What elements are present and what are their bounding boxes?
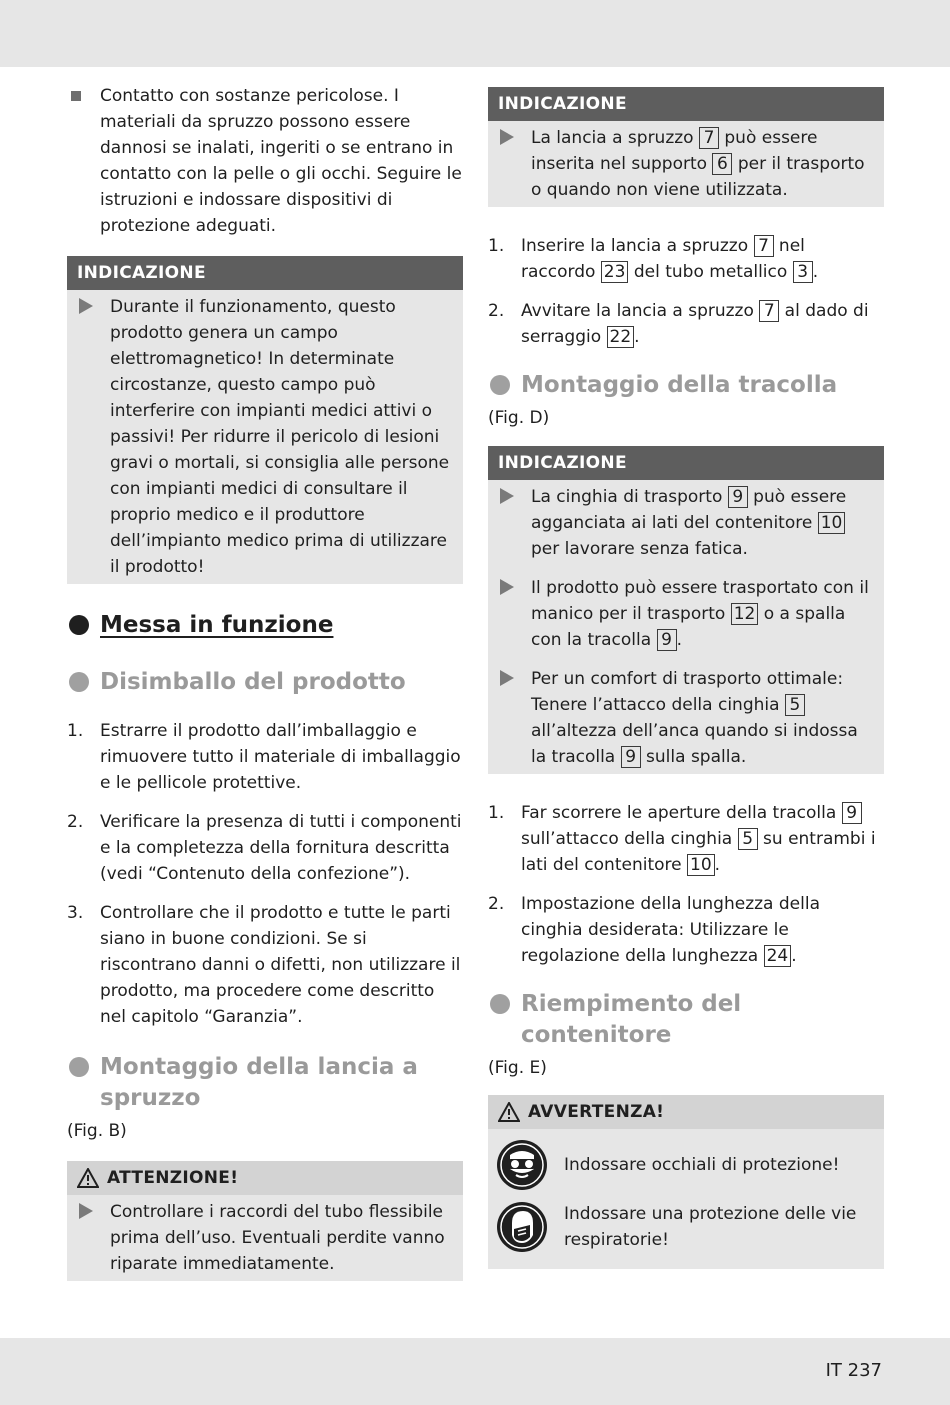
figure-reference: (Fig. D) xyxy=(488,408,550,428)
figure-reference: (Fig. B) xyxy=(67,1121,127,1141)
note-box-emf xyxy=(67,256,463,584)
page-number: IT 237 xyxy=(825,1360,882,1381)
unpacking-steps xyxy=(67,718,463,1030)
triangle-bullet-icon xyxy=(500,579,514,595)
note-title: INDICAZIONE xyxy=(488,87,884,121)
part-ref: 10 xyxy=(687,854,715,876)
note-title: INDICAZIONE xyxy=(488,446,884,480)
part-ref: 7 xyxy=(759,300,779,322)
section-heading-tracolla: Montaggio della tracolla xyxy=(488,370,884,401)
tracolla-steps xyxy=(488,800,884,969)
part-ref: 23 xyxy=(601,261,629,283)
square-bullet-icon xyxy=(71,91,81,101)
warning-title-bar xyxy=(488,1095,884,1129)
warning-triangle-icon xyxy=(77,1168,99,1188)
note-text: Durante il funzionamento, questo prodotto genera un campo elettromagnetico! In determinate circostanze, questo campo può interferire con impianti medici attivi o passivi! Per ridurre il pericolo di lesioni gravi o mortali, si consiglia alle persone con impianti medici di consultare il proprio medico e il produttore dell’impianto medico prima di utilizzare il prodotto! xyxy=(110,297,450,577)
part-ref: 9 xyxy=(728,486,748,508)
part-ref: 10 xyxy=(818,512,846,534)
section-heading-messa: Messa in funzione xyxy=(67,610,463,641)
triangle-bullet-icon xyxy=(500,488,514,504)
part-ref: 12 xyxy=(731,603,759,625)
note-box-lancia xyxy=(488,87,884,207)
bullet-dot-icon xyxy=(490,994,510,1014)
list-item: 1. Far scorrere le aperture della tracolla 9 sull’attacco della cinghia 5 su entrambi i lati del contenitore 10 . xyxy=(488,803,876,875)
attention-item: Controllare i raccordi del tubo flessibile prima dell’uso. Eventuali perdite vanno riparate immediatamente. xyxy=(77,1199,453,1277)
page-footer-band xyxy=(0,1338,950,1405)
hazard-bullet-text: Contatto con sostanze pericolose. I materiali da spruzzo possono essere dannosi se inalati, ingeriti o se entrano in contatto con la pelle o gli occhi. Seguire le istruzioni e indossare dispositivi di protezione adeguati. xyxy=(100,86,462,236)
part-ref: 7 xyxy=(699,127,719,149)
note-title: INDICAZIONE xyxy=(67,256,463,290)
ppe-text: Indossare occhiali di protezione! xyxy=(564,1155,840,1175)
section-heading-disimballo: Disimballo del prodotto xyxy=(67,667,463,698)
figure-reference: (Fig. E) xyxy=(488,1058,547,1078)
section-heading-riempimento: Riempimento del contenitore xyxy=(488,989,884,1051)
note-box-tracolla xyxy=(488,446,884,774)
list-item: 2. Verificare la presenza di tutti i componenti e la completezza della fornitura descritta (vedi “Contenuto della confezione”). xyxy=(67,812,462,884)
triangle-bullet-icon xyxy=(500,129,514,145)
attention-title-bar xyxy=(67,1161,463,1195)
list-item: 1. Inserire la lancia a spruzzo 7 nel raccordo 23 del tubo metallico 3 . xyxy=(488,236,819,282)
lancia-steps xyxy=(488,233,884,350)
list-item: 2. Avvitare la lancia a spruzzo 7 al dado di serraggio 22 . xyxy=(488,301,869,347)
bullet-dot-icon xyxy=(490,375,510,395)
part-ref: 9 xyxy=(842,802,862,824)
part-ref: 22 xyxy=(607,326,635,348)
list-item: 2. Impostazione della lunghezza della cinghia desiderata: Utilizzare le regolazione della lunghezza 24 . xyxy=(488,894,820,966)
right-column xyxy=(488,87,884,1269)
page-header-band xyxy=(0,0,950,67)
goggles-icon xyxy=(496,1139,548,1191)
part-ref: 9 xyxy=(657,629,677,651)
triangle-bullet-icon xyxy=(79,1203,93,1219)
warning-triangle-icon xyxy=(498,1102,520,1122)
bullet-dot-icon xyxy=(69,615,89,635)
attention-title: ATTENZIONE! xyxy=(107,1168,239,1188)
hazard-bullet xyxy=(67,83,463,239)
part-ref: 9 xyxy=(621,746,641,768)
ppe-item-respirator xyxy=(496,1201,874,1253)
triangle-bullet-icon xyxy=(500,670,514,686)
bullet-dot-icon xyxy=(69,672,89,692)
part-ref: 3 xyxy=(793,261,813,283)
note-item: La lancia a spruzzo 7 può essere inserita nel supporto 6 per il trasporto o quando non viene utilizzata. xyxy=(498,125,874,203)
list-item: 1. Estrarre il prodotto dall’imballaggio e rimuovere tutto il materiale di imballaggio e le pellicole protettive. xyxy=(67,721,461,793)
note-item xyxy=(77,294,453,580)
respirator-icon xyxy=(496,1201,548,1253)
note-item: Il prodotto può essere trasportato con il manico per il trasporto 12 o a spalla con la tracolla 9 . xyxy=(498,575,874,653)
ppe-text: Indossare una protezione delle vie respiratorie! xyxy=(564,1204,857,1250)
triangle-bullet-icon xyxy=(79,298,93,314)
note-item: Per un comfort di trasporto ottimale: Tenere l’attacco della cinghia 5 all’altezza dell’anca quando si indossa la tracolla 9 sulla spalla. xyxy=(498,666,874,770)
part-ref: 5 xyxy=(785,694,805,716)
part-ref: 6 xyxy=(712,153,732,175)
left-column xyxy=(67,83,463,1281)
bullet-dot-icon xyxy=(69,1057,89,1077)
section-heading-lancia: Montaggio della lancia a spruzzo xyxy=(67,1052,463,1114)
part-ref: 24 xyxy=(764,945,792,967)
warning-box xyxy=(488,1095,884,1269)
list-item: 3. Controllare che il prodotto e tutte le parti siano in buone condizioni. Se si riscontrano danni o difetti, non utilizzare il prodotto, ma procedere come descritto nel capitolo “Garanzia”. xyxy=(67,903,461,1027)
part-ref: 5 xyxy=(738,828,758,850)
attention-box xyxy=(67,1161,463,1281)
warning-title: AVVERTENZA! xyxy=(528,1102,665,1122)
part-ref: 7 xyxy=(754,235,774,257)
ppe-item-goggles xyxy=(496,1139,874,1191)
note-item: La cinghia di trasporto 9 può essere agganciata ai lati del contenitore 10 per lavorare senza fatica. xyxy=(498,484,874,562)
